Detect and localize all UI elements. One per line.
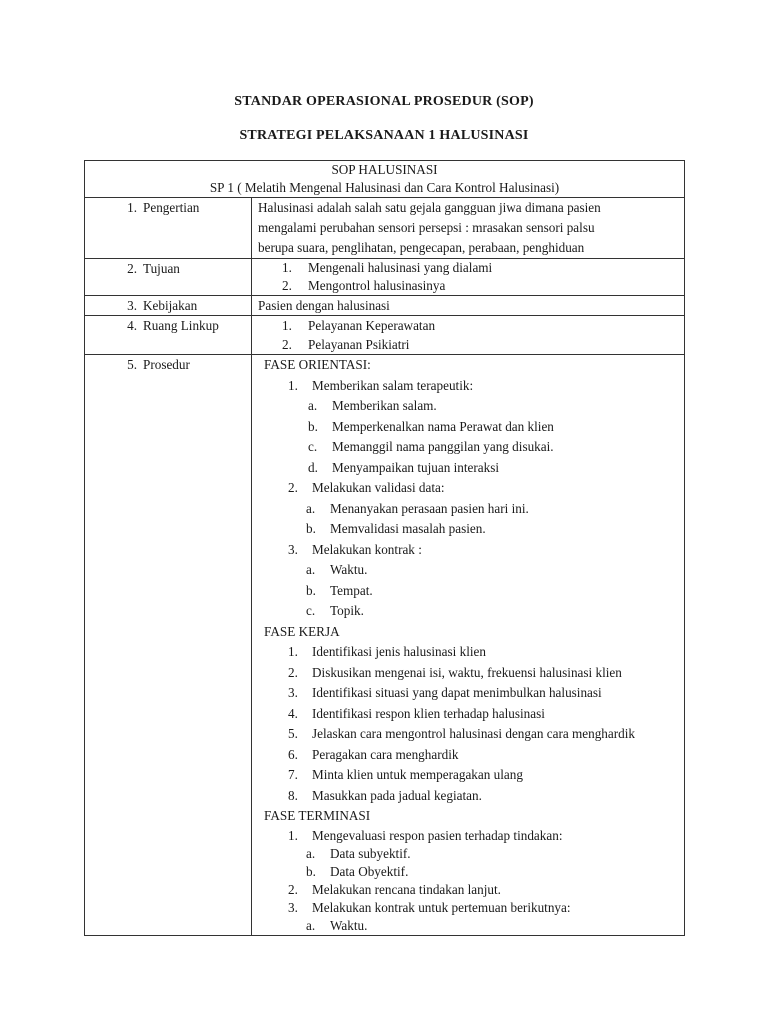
row-number: 2.	[127, 261, 137, 276]
row-label	[85, 355, 252, 936]
row-label	[85, 259, 252, 296]
row-label	[85, 296, 252, 316]
list-item: 1. Mengenali halusinasi yang dialami	[282, 260, 493, 275]
row-label-text: Tujuan	[143, 261, 180, 276]
ruang-linkup-list	[252, 316, 685, 355]
list-item: 7. Minta klien untuk memperagakan ulang	[288, 767, 523, 782]
row-number: 3.	[127, 298, 137, 313]
tujuan-list	[252, 259, 685, 296]
phase-heading-kerja: FASE KERJA	[264, 623, 340, 639]
sub-item: b. Memperkenalkan nama Perawat dan klien	[308, 418, 554, 434]
row-number: 4.	[127, 318, 137, 333]
list-item: 1. Mengevaluasi respon pasien terhadap tindakan:	[288, 827, 563, 843]
sub-item: c. Topik.	[306, 603, 364, 618]
text-line: berupa suara, penglihatan, pengecapan, perabaan, penghiduan	[258, 240, 585, 255]
list-item: 8. Masukkan pada jadual kegiatan.	[288, 787, 482, 803]
table-heading	[85, 161, 685, 198]
table-row-pengertian	[85, 198, 685, 259]
sub-item: b. Memvalidasi masalah pasien.	[306, 521, 486, 536]
row-label	[85, 316, 252, 355]
row-label-text: Ruang Linkup	[143, 318, 219, 333]
document-subtitle: STRATEGI PELAKSANAAN 1 HALUSINASI	[239, 128, 529, 143]
list-item: 3. Melakukan kontrak :	[288, 541, 422, 557]
sop-table	[84, 160, 685, 936]
pengertian-text	[252, 198, 685, 259]
phase-heading-orientasi: FASE ORIENTASI:	[264, 357, 371, 372]
list-item: 4. Identifikasi respon klien terhadap halusinasi	[288, 705, 545, 721]
sub-item: b. Data Obyektif.	[306, 863, 409, 879]
row-label	[85, 198, 252, 259]
sub-item: a. Waktu.	[306, 917, 368, 933]
list-item: 5. Jelaskan cara mengontrol halusinasi dengan cara menghardik	[288, 726, 635, 741]
table-row-prosedur	[85, 355, 685, 936]
sub-item: b. Tempat.	[306, 582, 373, 598]
list-item: 3. Melakukan kontrak untuk pertemuan berikutnya:	[288, 899, 571, 915]
row-number: 1.	[127, 200, 137, 215]
row-label-text: Prosedur	[143, 357, 190, 372]
list-item: 2. Melakukan validasi data:	[288, 480, 445, 495]
phase-heading-terminasi: FASE TERMINASI	[264, 808, 371, 823]
sop-heading: SOP HALUSINASI	[331, 162, 438, 177]
list-item: 2. Mengontrol halusinasinya	[282, 278, 446, 293]
table-header-row	[85, 161, 685, 198]
row-label-text: Kebijakan	[143, 298, 198, 313]
list-item: 6. Peragakan cara menghardik	[288, 746, 459, 762]
sub-item: a. Memberikan salam.	[308, 398, 437, 413]
text-line: Halusinasi adalah salah satu gejala gangguan jiwa dimana pasien	[258, 200, 601, 215]
sub-item: d. Menyampaikan tujuan interaksi	[308, 459, 499, 475]
row-label-text: Pengertian	[143, 200, 200, 215]
list-item: 2. Pelayanan Psikiatri	[282, 337, 410, 352]
sub-item: c. Memanggil nama panggilan yang disukai.	[308, 439, 554, 454]
row-number: 5.	[127, 357, 137, 372]
table-row-kebijakan	[85, 296, 685, 316]
list-item: 1. Memberikan salam terapeutik:	[288, 377, 474, 393]
kebijakan-text: Pasien dengan halusinasi	[252, 296, 685, 316]
sub-item: a. Data subyektif.	[306, 845, 411, 861]
sp-heading: SP 1 ( Melatih Mengenal Halusinasi dan Cara Kontrol Halusinasi)	[209, 180, 560, 195]
sub-item: a. Menanyakan perasaan pasien hari ini.	[306, 500, 529, 516]
list-item: 2. Diskusikan mengenai isi, waktu, frekuensi halusinasi klien	[288, 664, 622, 680]
list-item: 3. Identifikasi situasi yang dapat menimbulkan halusinasi	[288, 685, 602, 700]
list-item: 1. Pelayanan Keperawatan	[282, 318, 436, 333]
prosedur-content	[252, 355, 685, 936]
table-row-ruang-linkup	[85, 316, 685, 355]
list-item: 1. Identifikasi jenis halusinasi klien	[288, 644, 486, 659]
document-title: STANDAR OPERASIONAL PROSEDUR (SOP)	[234, 94, 534, 109]
text-line: mengalami perubahan sensori persepsi : mrasakan sensori palsu	[258, 220, 595, 235]
list-item: 2. Melakukan rencana tindakan lanjut.	[288, 881, 501, 897]
sub-item: a. Waktu.	[306, 562, 368, 577]
table-row-tujuan	[85, 259, 685, 296]
